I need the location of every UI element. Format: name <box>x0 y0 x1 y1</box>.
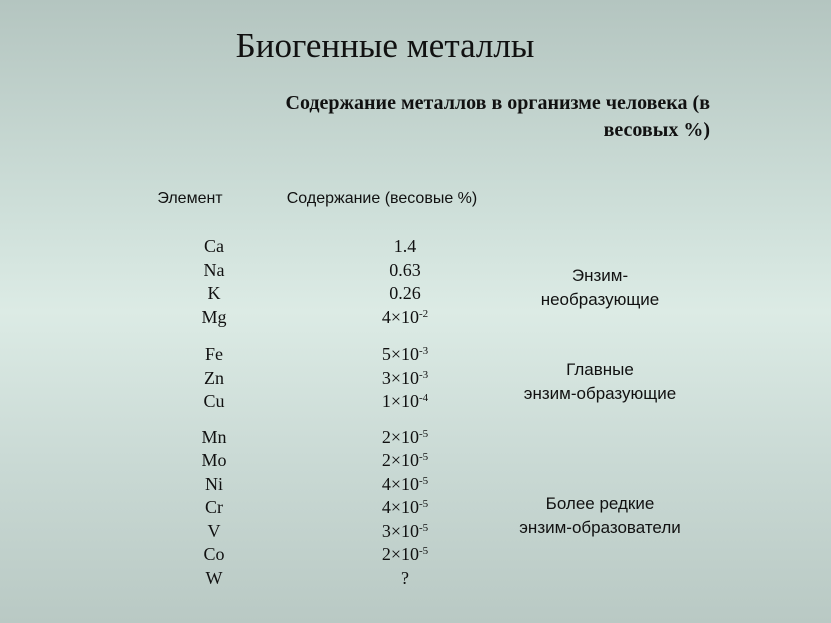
content-cell: $1\times 10^{-4}$ <box>381 391 429 411</box>
element-cell: Mn <box>201 426 227 447</box>
content-cell: $4\times 10^{-5}$ <box>381 497 429 517</box>
element-cell: Zn <box>204 367 224 388</box>
element-cell: Mg <box>201 306 227 327</box>
element-cell: V <box>207 520 221 541</box>
element-cell: Ca <box>204 236 224 256</box>
content-cell: 0.63 <box>389 259 421 280</box>
content-column <box>340 235 470 590</box>
group-label-main-enzyme: Главные энзим-образующие <box>523 360 677 403</box>
page-title: Биогенные металлы <box>235 26 535 65</box>
column-header-element: Элемент <box>157 190 223 207</box>
element-cell: Na <box>203 259 225 280</box>
element-cell: K <box>207 283 221 303</box>
element-cell: Mo <box>201 450 227 470</box>
content-cell: $4\times 10^{-5}$ <box>381 473 429 494</box>
column-header-content: Содержание (весовые %) <box>286 190 478 207</box>
element-cell: W <box>205 567 223 588</box>
content-cell: $5\times 10^{-3}$ <box>381 344 429 364</box>
element-cell: Fe <box>205 344 223 364</box>
element-cell: Co <box>203 544 225 564</box>
element-cell: Cr <box>205 497 223 517</box>
content-cell: 0.26 <box>389 283 421 303</box>
content-cell: $2\times 10^{-5}$ <box>381 544 429 564</box>
content-cell: $2\times 10^{-5}$ <box>381 426 429 447</box>
group-label-non-enzyme: Энзим- необразующие <box>540 266 660 309</box>
content-cell: $2\times 10^{-5}$ <box>381 450 429 470</box>
content-cell: 1.4 <box>393 236 417 256</box>
element-column <box>164 235 264 590</box>
page-subtitle: Содержание металлов в организме человека (в весовых %) <box>285 92 710 141</box>
content-cell: $3\times 10^{-5}$ <box>381 520 429 541</box>
element-cell: Ni <box>205 473 223 494</box>
group-label-rare-enzyme: Более редкие энзим-образователи <box>519 494 681 537</box>
element-cell: Cu <box>203 391 225 411</box>
content-cell: ? <box>401 567 409 588</box>
content-cell: $4\times 10^{-2}$ <box>381 306 429 327</box>
content-cell: $3\times 10^{-3}$ <box>381 367 429 388</box>
